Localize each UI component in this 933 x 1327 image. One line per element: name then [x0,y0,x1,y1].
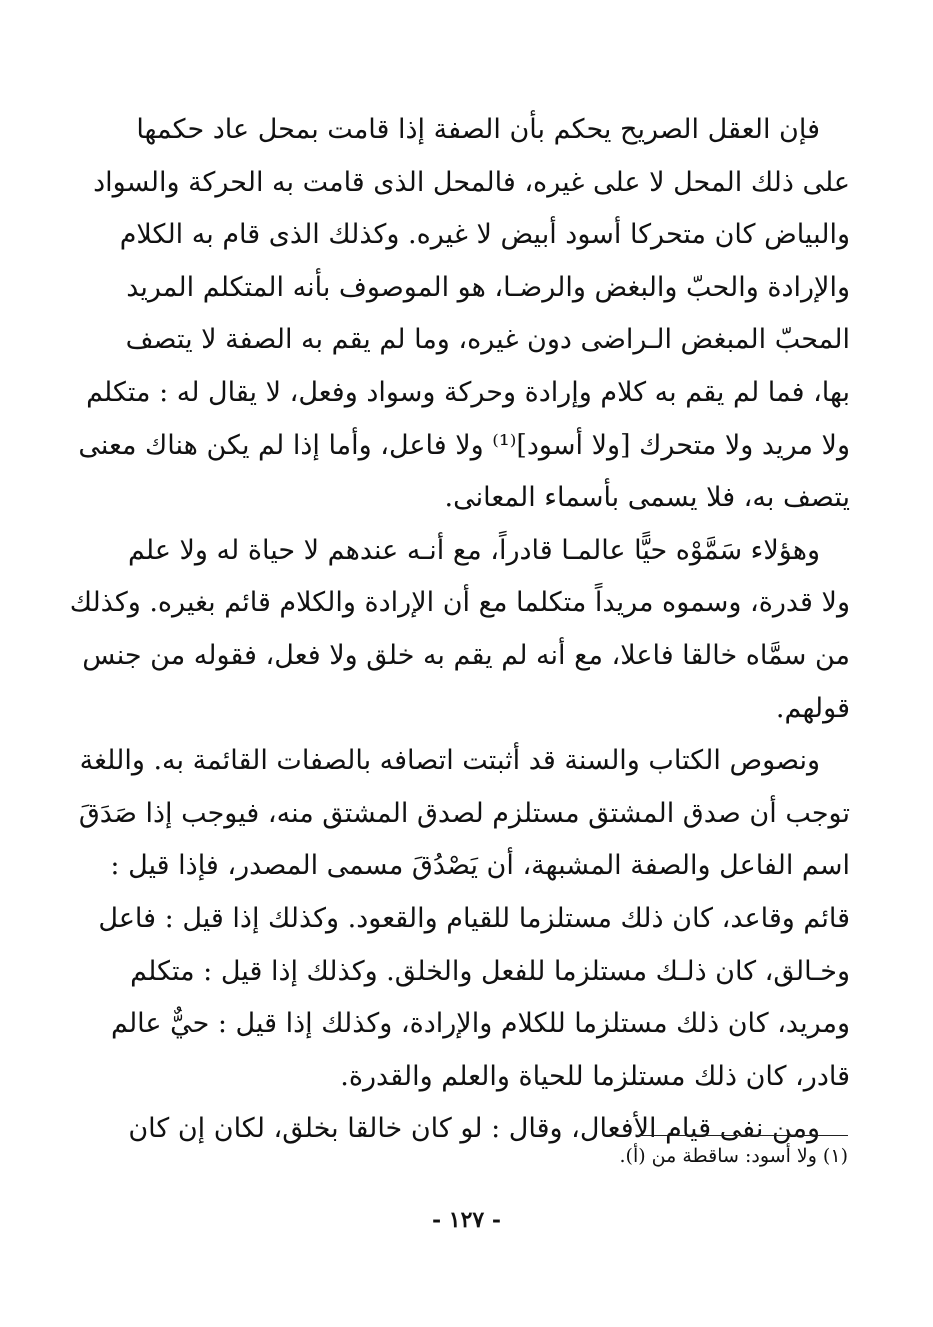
text-line: وهؤلاء سَمَّوْه حيًّا عالمـا قادراً، مع أنـه عندهم لا حياة له ولا علم [127,534,820,566]
text-line: على ذلك المحل لا على غيره، فالمحل الذى قامت به الحركة والسواد [93,166,850,198]
text-line: ومريد، كان ذلك مستلزما للكلام والإرادة، وكذلك إذا قيل : حيٌّ عالم [110,1008,850,1040]
text-line: والبياض كان متحركا أسود أبيض لا غيره. وكذلك الذى قام به الكلام [119,219,850,251]
footnote: (١) ولا أسود: ساقطة من (أ). [619,1145,848,1167]
text-line: قائم وقاعد، كان ذلك مستلزما للقيام والقعود. وكذلك إذا قيل : فاعل [98,902,850,934]
page-number: - ١٢٧ - [431,1207,502,1233]
text-line: بها، فما لم يقم به كلام وإرادة وحركة وسواد وفعل، لا يقال له : متكلم [86,376,850,408]
text-line: فإن العقل الصريح يحكم بأن الصفة إذا قامت بمحل عاد حكمها [136,114,820,145]
text-line: قولهم. [775,692,850,724]
text-line: ونصوص الكتاب والسنة قد أثبتت اتصافه بالصفات القائمة به. واللغة [79,745,820,777]
text-line: من سمَّاه خالقا فاعلا، مع أنه لم يقم به خلق ولا فعل، فقوله من جنس [82,639,850,671]
text-line: وخـالق، كان ذلـك مستلزما للفعل والخلق. وكذلك إذا قيل : متكلم [130,955,850,987]
text-line: اسم الفاعل والصفة المشبهة، أن يَصْدُقَ مسمى المصدر، فإذا قيل : [110,850,850,882]
text-line: ولا قدرة، وسموه مريداً متكلما مع أن الإرادة والكلام قائم بغيره. وكذلك [69,587,850,619]
text-line: والإرادة والحبّ والبغض والرضـا، هو الموصوف بأنه المتكلم المريد [126,271,850,303]
text-line: قادر، كان ذلك مستلزما للحياة والعلم والقدرة. [340,1060,850,1092]
text-line: ومن نفى قيام الأفعال، وقال : لو كان خالقا بخلق، لكان إن كان [128,1113,820,1145]
text-line: ولا مريد ولا متحرك [ولا أسود]⁽¹⁾ ولا فاعل، وأما إذا لم يكن هناك معنى [78,429,850,461]
text-line: المحبّ المبغض الـراضى دون غيره، وما لم يقم به الصفة لا يتصف [125,324,850,356]
main-text [69,104,850,1156]
text-line: يتصف به، فلا يسمى بأسماء المعانى. [444,482,850,514]
footnote-divider [636,1135,848,1136]
text-line: توجب أن صدق المشتق مستلزم لصدق المشتق منه، فيوجب إذا صَدَقَ [78,797,850,829]
